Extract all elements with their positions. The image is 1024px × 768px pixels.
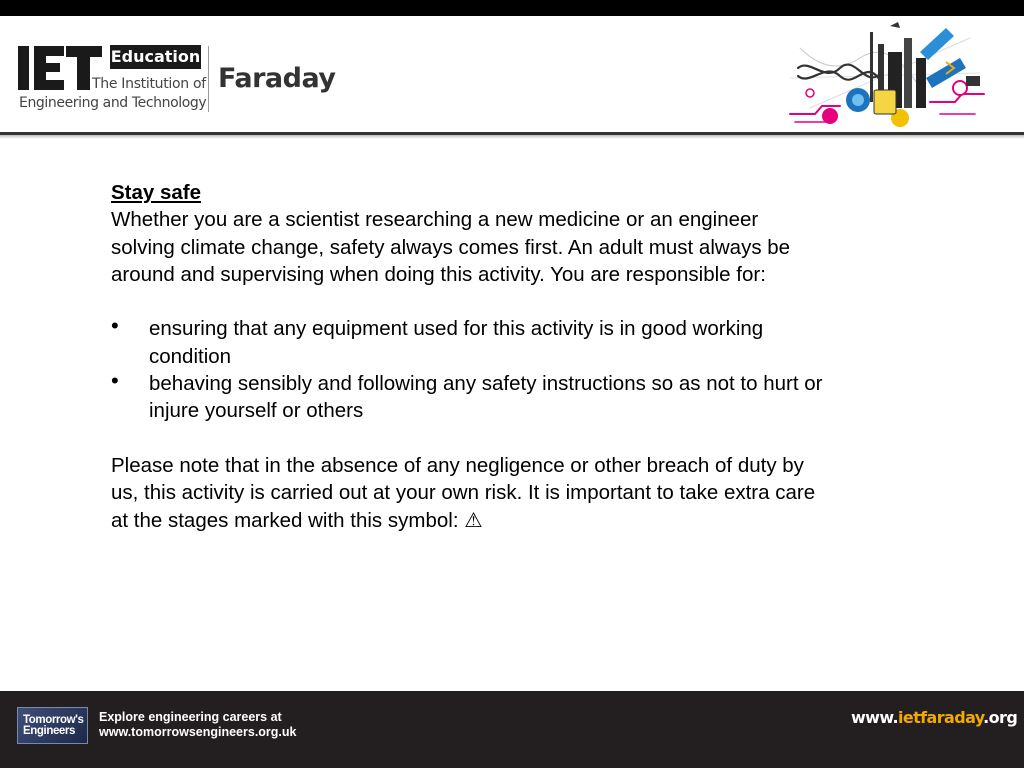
url-brand: ietfaraday (898, 708, 984, 727)
iet-logo-icon (18, 44, 102, 92)
url-prefix: www. (851, 708, 898, 727)
bullet-text-line: condition (149, 344, 232, 368)
footer-band (0, 691, 1024, 768)
url-suffix: .org (983, 708, 1018, 727)
logo-divider (208, 46, 209, 112)
education-label: Education (110, 45, 201, 69)
footer-website-link[interactable] (851, 708, 1017, 727)
section-heading: Stay safe (111, 181, 202, 204)
spacer (111, 288, 911, 315)
intro-line-1: Whether you are a scientist researching a new medicine or an engineer (111, 208, 759, 232)
responsibility-list (111, 315, 911, 424)
content-area (111, 179, 911, 534)
note-line-3: at the stages marked with this symbol: ⚠ (111, 508, 483, 532)
science-collage-icon (770, 18, 998, 132)
intro-line-2: solving climate change, safety always comes first. An adult must always be (111, 235, 791, 259)
bullet-icon: • (111, 313, 119, 339)
institution-line-2: Engineering and Technology (19, 95, 207, 111)
bullet-text-line: injure yourself or others (149, 399, 364, 423)
iet-letters: IET (18, 44, 20, 45)
tomorrows-engineers-logo (17, 707, 88, 744)
note-line-2: us, this activity is carried out at your own risk. It is important to take extra care (111, 481, 816, 505)
list-item (111, 315, 909, 370)
footer-tagline: Explore engineering careers at (99, 710, 282, 724)
header-shadow (0, 135, 1024, 139)
intro-line-3: around and supervising when doing this activity. You are responsible for: (111, 262, 766, 286)
logo-line-2: Engineers (23, 725, 76, 737)
bullet-text-line: behaving sensibly and following any safety instructions so as not to hurt or (149, 372, 823, 396)
note-line-1: Please note that in the absence of any negligence or other breach of duty by (111, 453, 804, 477)
footer-careers-link[interactable]: www.tomorrowsengineers.org.uk (99, 725, 297, 739)
bullet-text-line: ensuring that any equipment used for this activity is in good working (149, 317, 764, 341)
logo-line-1: Tomorrow's (23, 714, 84, 726)
faraday-wordmark: Faraday (218, 63, 336, 94)
list-item (111, 370, 909, 425)
institution-line-1: The Institution of (92, 76, 206, 92)
bullet-icon: • (111, 368, 119, 394)
spacer (111, 425, 911, 452)
top-bar (0, 0, 1024, 16)
